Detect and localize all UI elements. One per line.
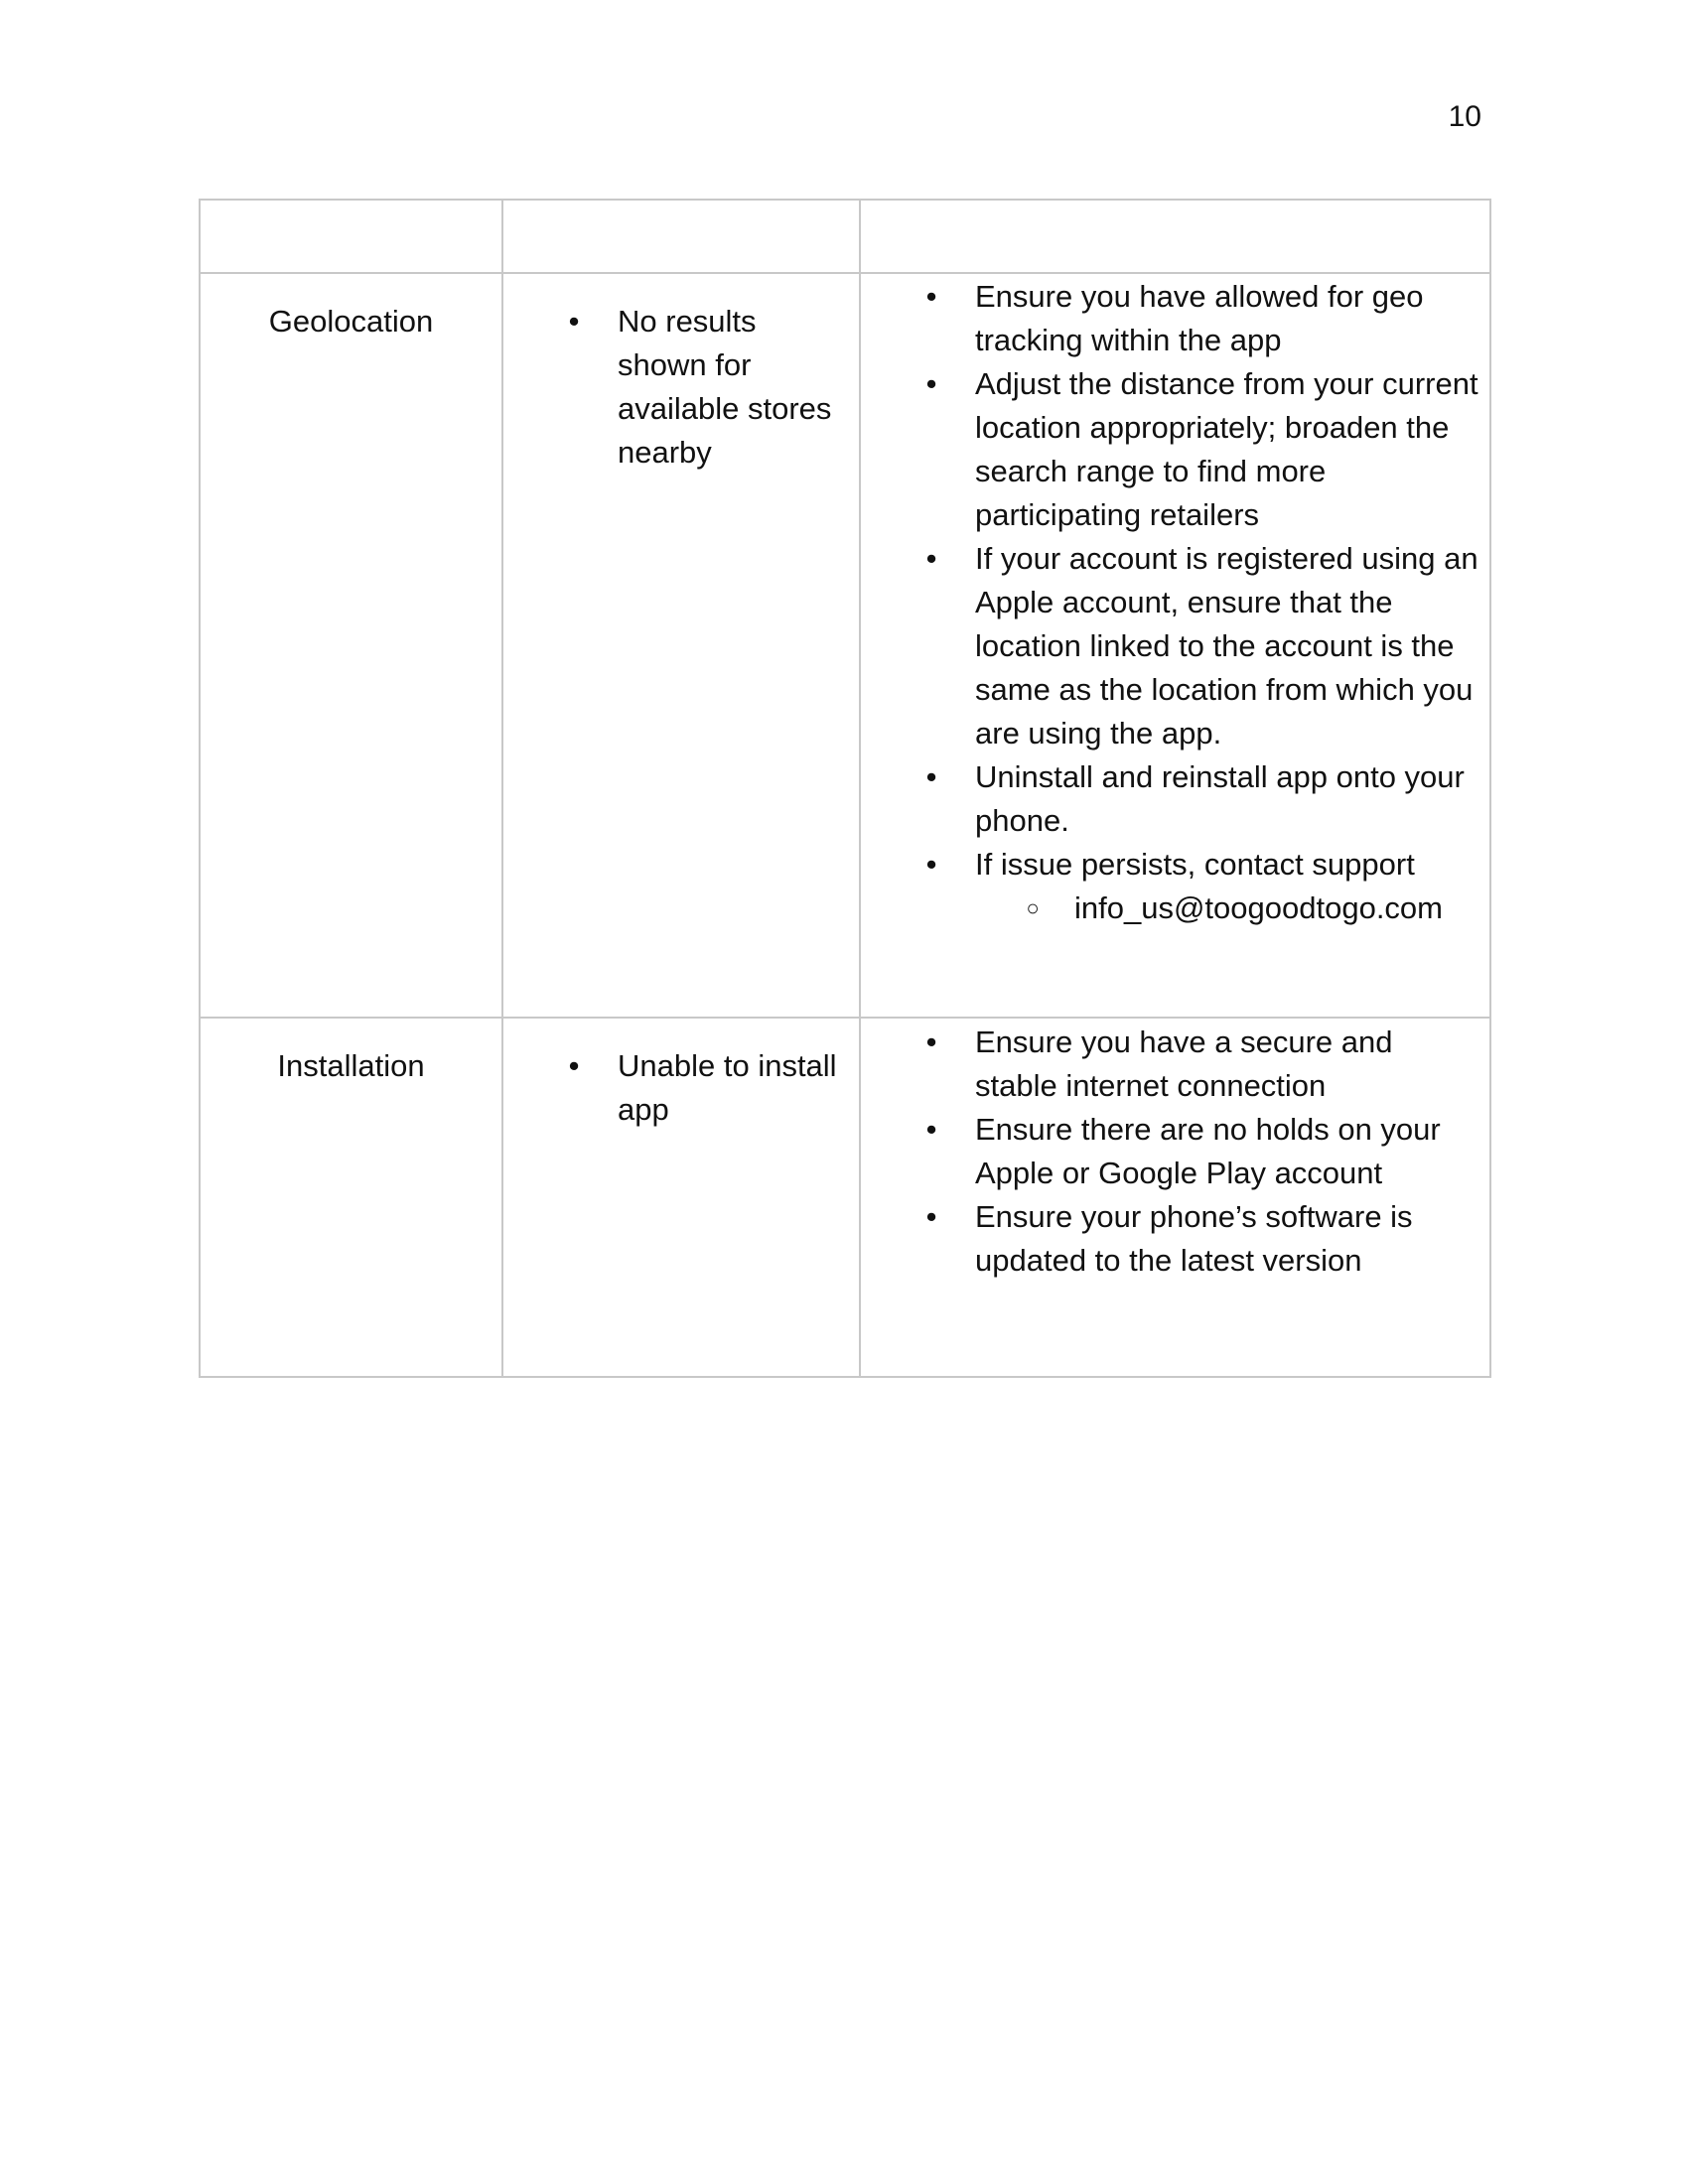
list-item: • Uninstall and reinstall app onto your phone. [975, 755, 1481, 843]
table-row-installation [200, 1018, 1490, 1377]
list-item: • Adjust the distance from your current location appropriately; broaden the search range to find more participating retailers [975, 362, 1481, 537]
header-cell-category [200, 200, 502, 273]
list-item: • If issue persists, contact support ○ info_us@toogoodtogo.com [975, 843, 1481, 930]
solution-list [925, 275, 1481, 930]
page-number: 10 [1448, 100, 1481, 133]
list-item: • Unable to install app [618, 1044, 849, 1132]
symptom-list [568, 1044, 849, 1132]
bullet-icon: • [925, 759, 937, 794]
table-header-row [200, 200, 1490, 273]
bullet-icon: • [925, 366, 937, 401]
category-cell [200, 273, 502, 1018]
bullet-icon: • [925, 541, 937, 576]
solution-cell [860, 1018, 1490, 1377]
hollow-bullet-icon: ○ [1026, 895, 1040, 920]
category-label: Installation [277, 1048, 425, 1083]
solution-list [925, 1021, 1481, 1283]
list-item: • Ensure your phone’s software is updated to the latest version [975, 1195, 1481, 1283]
header-cell-solution [860, 200, 1490, 273]
bullet-icon: • [568, 304, 580, 339]
solution-cell [860, 273, 1490, 1018]
bullet-icon: • [925, 1112, 937, 1147]
list-item: • No results shown for available stores nearby [618, 300, 849, 475]
list-item: • Ensure there are no holds on your Apple or Google Play account [975, 1108, 1481, 1195]
bullet-icon: • [925, 1199, 937, 1234]
symptom-cell [502, 273, 860, 1018]
symptom-cell [502, 1018, 860, 1377]
troubleshooting-table [199, 199, 1491, 1378]
support-sublist [1026, 887, 1481, 930]
category-label: Geolocation [268, 304, 434, 339]
list-item: • Ensure you have allowed for geo tracking within the app [975, 275, 1481, 362]
table-row-geolocation [200, 273, 1490, 1018]
header-cell-issue [502, 200, 860, 273]
category-cell [200, 1018, 502, 1377]
symptom-list [568, 300, 849, 475]
bullet-icon: • [925, 847, 937, 882]
bullet-icon: • [568, 1048, 580, 1083]
list-item: • If your account is registered using an Apple account, ensure that the location linked to the account is the same as the location from which you are using the app. [975, 537, 1481, 755]
bullet-icon: • [925, 1024, 937, 1059]
support-email: info_us@toogoodtogo.com [1074, 890, 1444, 925]
list-item [1026, 887, 1481, 930]
bullet-icon: • [925, 279, 937, 314]
list-item: • Ensure you have a secure and stable internet connection [975, 1021, 1481, 1108]
